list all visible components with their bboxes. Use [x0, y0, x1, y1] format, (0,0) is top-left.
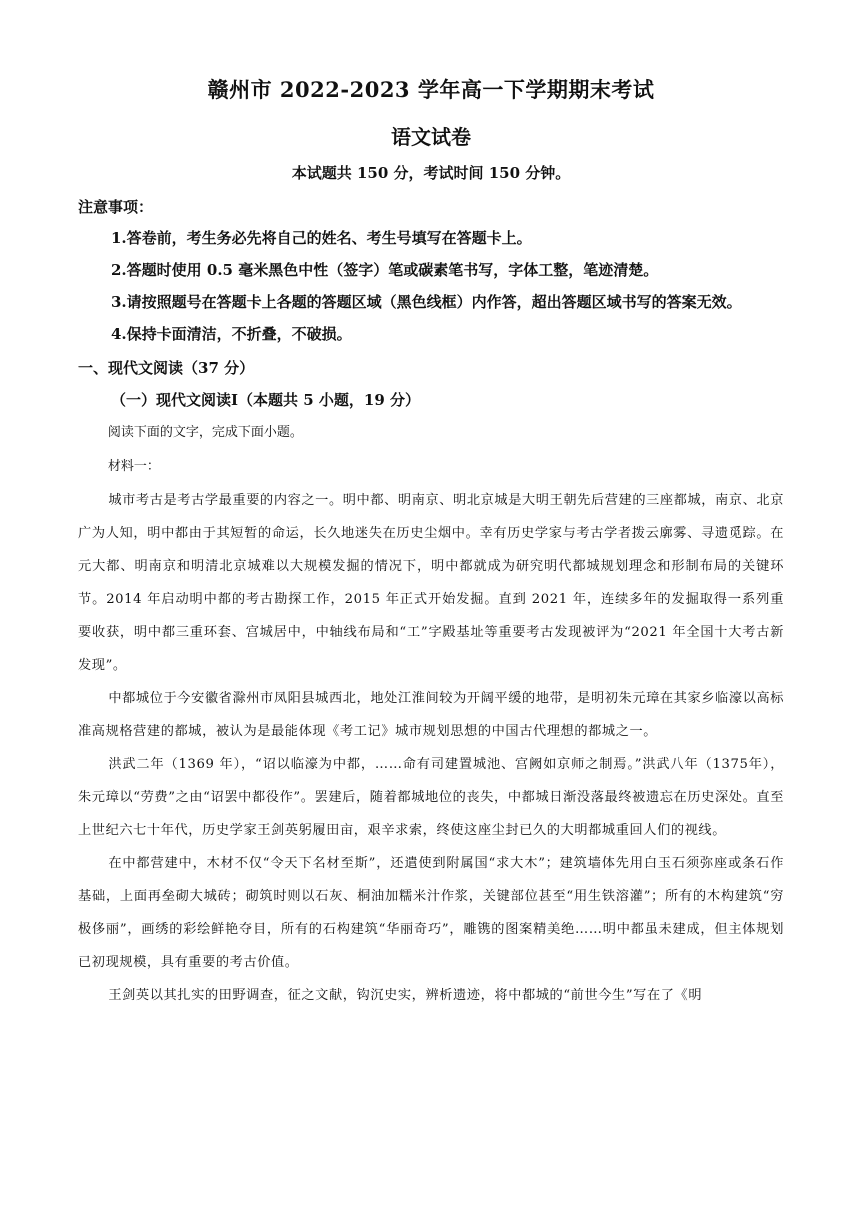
- paragraph-1: 城市考古是考古学最重要的内容之一。明中都、明南京、明北京城是大明王朝先后营建的三座都城，南京、北京广为人知，明中都由于其短暂的命运，长久地迷失在历史尘烟中。幸有历史学家与考古学者拨云廓雾、寻遗觅踪。在元大都、明南京和明清北京城难以大规模发掘的情况下，明中都就成为研究明代都城规划理念和形制布局的关键环节。2014 年启动明中都的考古勘探工作，2015 年正式开始发掘。直到 2021 年，连续多年的发掘取得一系列重要收获，明中都三重环套、宫城居中，中轴线布局和“工”字殿基址等重要考古发现被评为“2021 年全国十大考古新发现”。: [78, 493, 784, 673]
- paragraph-4: 在中都营建中，木材不仅“令天下名材至斯”，还遣使到附属国“求大木”；建筑墙体先用白玉石须弥座或条石作基础，上面再垒砌大城砖；砌筑时则以石灰、桐油加糯米汁作浆，关键部位甚至“用生铁溶灌”；所有的木构建筑“穷极侈丽”，画绣的彩绘鲜艳夺目，所有的石构建筑“华丽奇巧”，雕镌的图案精美绝……明中都虽未建成，但主体规划已初现规模，具有重要的考古价值。: [78, 856, 784, 970]
- notice-item-1: 1.答卷前，考生务必先将自己的姓名、考生号填写在答题卡上。: [111, 229, 532, 247]
- reading-instruction: 阅读下面的文字，完成下面小题。: [107, 425, 303, 440]
- notice-item-2: 2.答题时使用 0.5 毫米黑色中性（签字）笔或碳素笔书写，字体工整，笔迹清楚。: [111, 261, 659, 279]
- section-heading: 一、现代文阅读（37 分）: [78, 359, 255, 377]
- notice-heading: 注意事项：: [78, 198, 154, 216]
- subsection-heading: （一）现代文阅读Ⅰ（本题共 5 小题，19 分）: [111, 391, 420, 409]
- exam-title: 赣州市 2022-2023 学年高一下学期期末考试: [207, 77, 655, 102]
- notice-item-3: 3.请按照题号在答题卡上各题的答题区域（黑色线框）内作答，超出答题区域书写的答案无效。: [111, 293, 742, 311]
- paragraph-3: 洪武二年（1369 年），“诏以临濠为中都，……命有司建置城池、宫阙如京师之制焉。”洪武八年（1375年），朱元璋以“劳费”之由“诏罢中都役作”。罢建后，随着都城地位的丧失，中都城日渐没落最终被遗忘在历史深处。直至上世纪六七十年代，历史学家王剑英躬履田亩，艰辛求索，终使这座尘封已久的大明都城重回人们的视线。: [78, 757, 784, 838]
- paragraph-5: 王剑英以其扎实的田野调查，征之文献，钩沉史实，辨析遗迹，将中都城的“前世今生”写在了《明: [108, 988, 703, 1003]
- paragraph-2: 中都城位于今安徽省滁州市凤阳县城西北，地处江淮间较为开阔平缓的地带，是明初朱元璋在其家乡临濠以高标准高规格营建的都城，被认为是最能体现《考工记》城市规划思想的中国古代理想的都城之一。: [78, 691, 784, 739]
- exam-page: [78, 72, 784, 1012]
- notice-item-4: 4.保持卡面清洁，不折叠，不破损。: [111, 325, 352, 343]
- exam-subtitle: 语文试卷: [391, 125, 471, 149]
- exam-info: 本试题共 150 分，考试时间 150 分钟。: [291, 164, 571, 182]
- material-label: 材料一：: [107, 459, 160, 474]
